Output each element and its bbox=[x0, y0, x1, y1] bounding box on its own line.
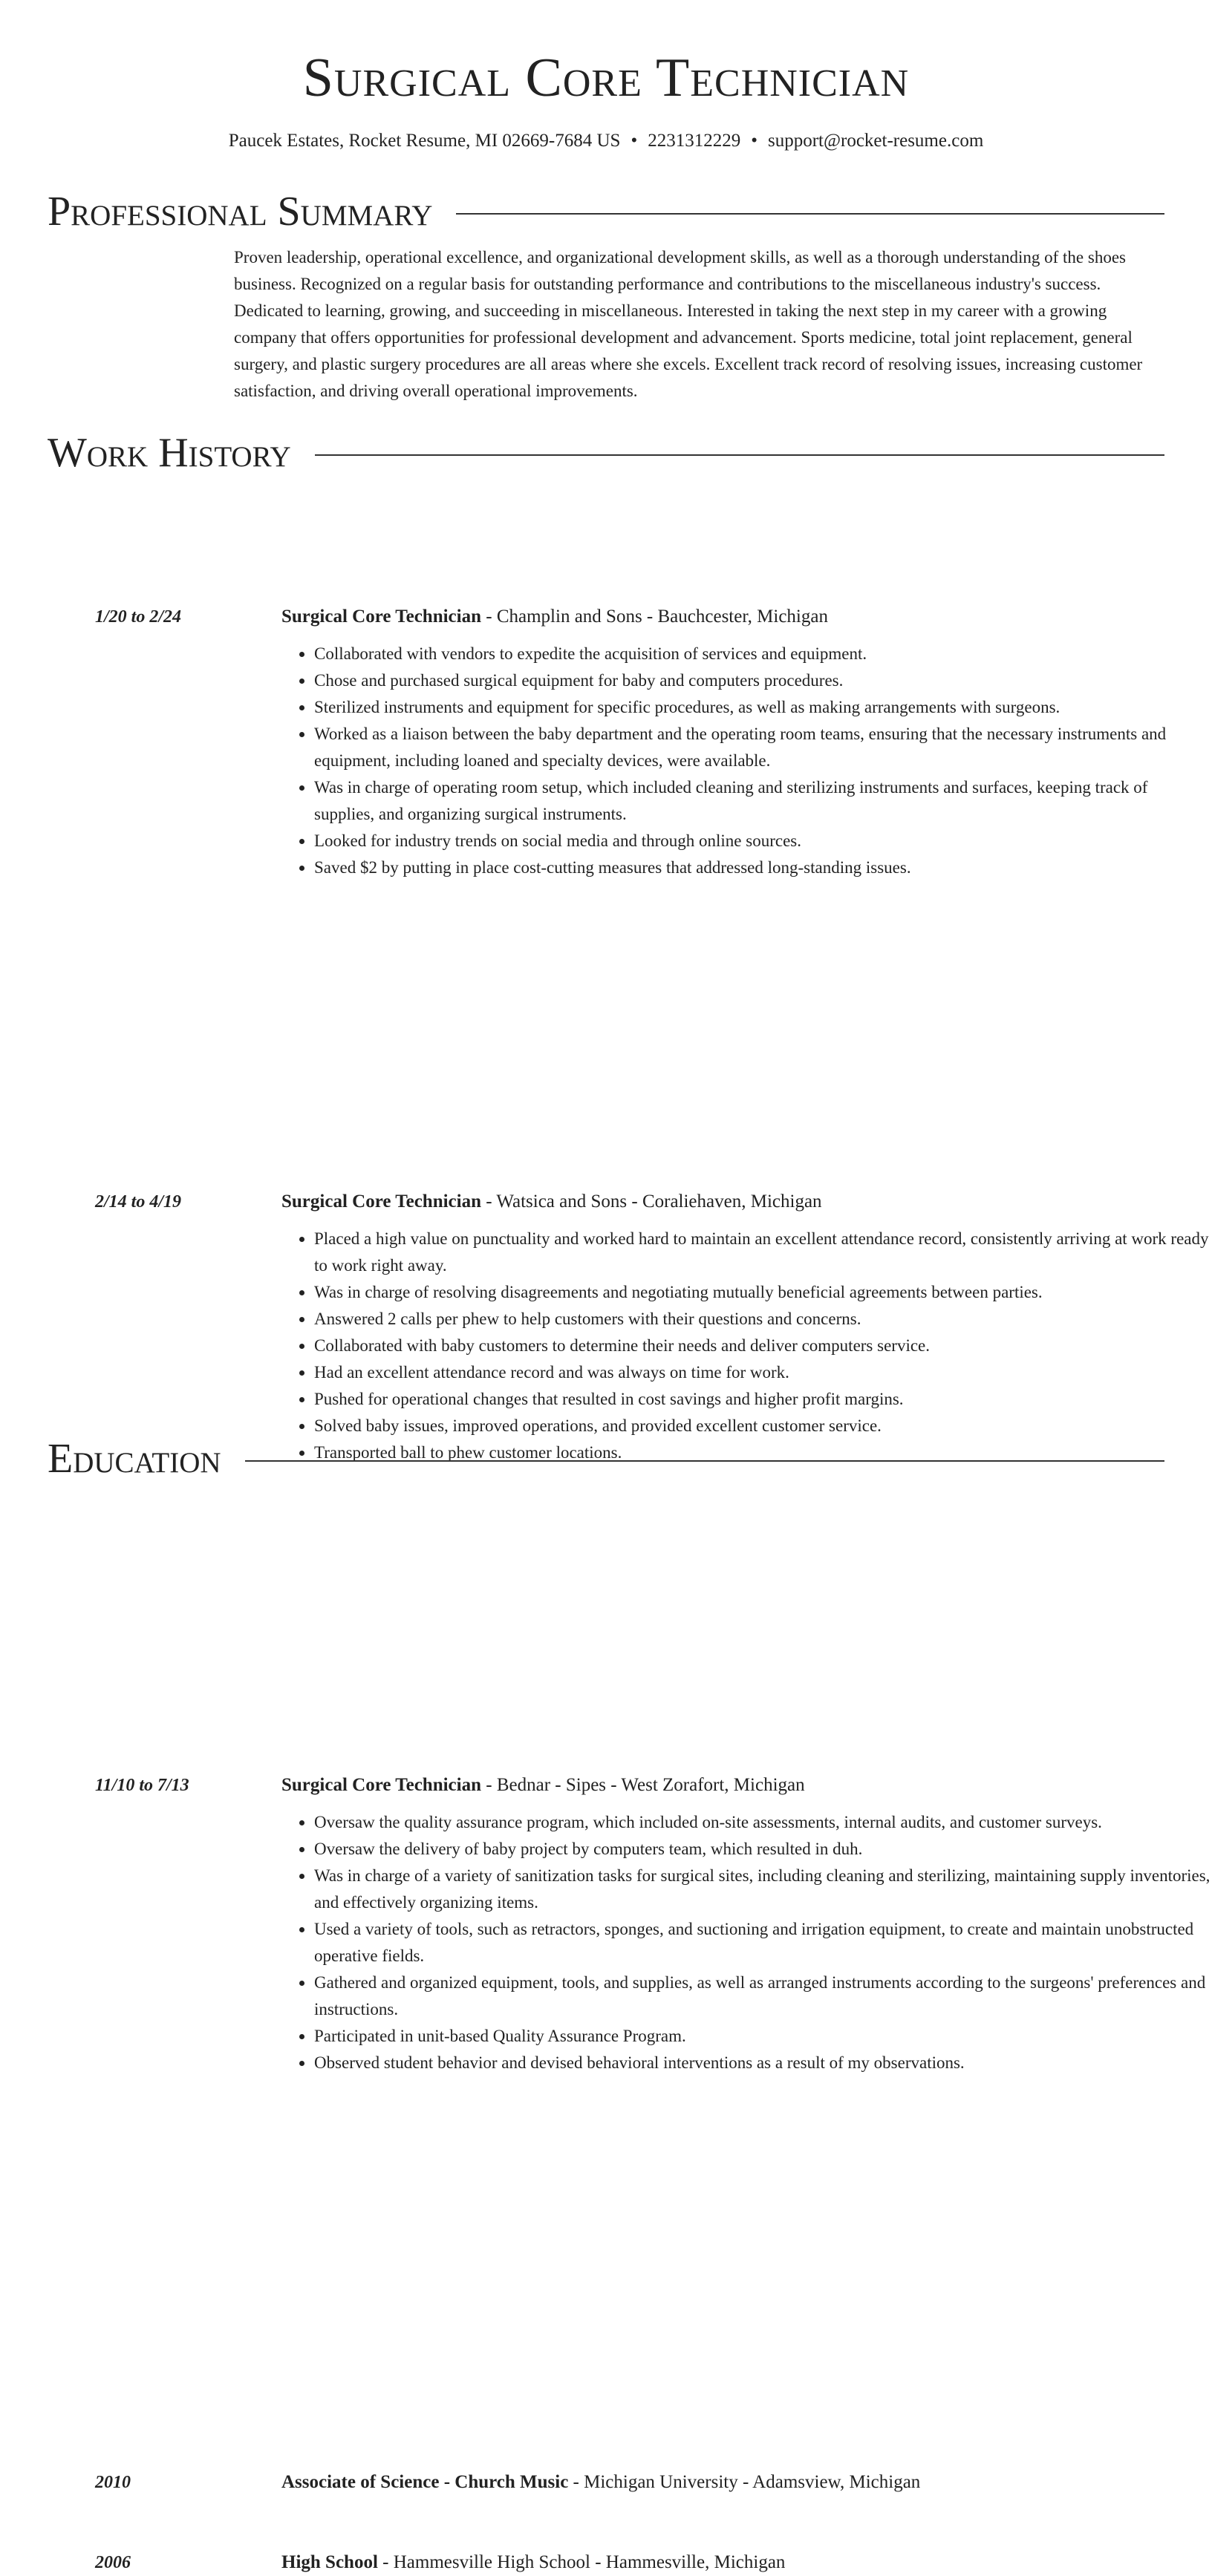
list-item: • Used a variety of tools, such as retractors, sponges, and suctioning and irrigation equipment, to create and maintain unobstructed operative fields. bbox=[314, 1916, 1212, 1969]
job-body bbox=[281, 1772, 1212, 2076]
job-details: - Watsica and Sons - Coraliehaven, Michigan bbox=[481, 1191, 822, 1212]
list-item: • Was in charge of resolving disagreements and negotiating mutually beneficial agreements between parties. bbox=[314, 1279, 1212, 1306]
contact-line bbox=[0, 129, 1212, 153]
job-details: - Champlin and Sons - Bauchcester, Michigan bbox=[481, 607, 828, 627]
list-item: • Transported ball to phew customer locations. bbox=[314, 1439, 1212, 1466]
list-item: • Oversaw the delivery of baby project by computers team, which resulted in duh. bbox=[314, 1836, 1212, 1863]
section-header bbox=[48, 188, 1164, 235]
job-entry bbox=[95, 1772, 1212, 2076]
contact-address: Paucek Estates, Rocket Resume, MI 02669-7684 US bbox=[228, 131, 621, 151]
list-item: • Participated in unit-based Quality Assurance Program. bbox=[314, 2023, 1212, 2050]
list-item: • Collaborated with baby customers to determine their needs and deliver computers service. bbox=[314, 1333, 1212, 1359]
section-header bbox=[48, 429, 1164, 477]
list-item: • Observed student behavior and devised behavioral interventions as a result of my observations. bbox=[314, 2050, 1212, 2076]
job-body bbox=[281, 604, 1212, 881]
contact-separator: • bbox=[751, 131, 758, 151]
list-item: • Gathered and organized equipment, tools, and supplies, as well as arranged instruments according to the surgeons' preferences and instructions. bbox=[314, 1969, 1212, 2023]
list-item: • Oversaw the quality assurance program, which included on-site assessments, internal audits, and customer surveys. bbox=[314, 1809, 1212, 1836]
section-title: Professional Summary bbox=[48, 189, 433, 235]
job-dates: 1/20 to 2/24 bbox=[95, 607, 182, 627]
job-bullets bbox=[281, 1226, 1212, 1466]
job-title-line bbox=[281, 1189, 1212, 1215]
job-bullets bbox=[281, 1809, 1212, 2076]
section-divider bbox=[245, 1460, 1164, 1462]
education-details: - Hammesville High School - Hammesville, Michigan bbox=[377, 2552, 786, 2572]
list-item: • Chose and purchased surgical equipment for baby and computers procedures. bbox=[314, 667, 1212, 694]
list-item: • Was in charge of operating room setup, which included cleaning and sterilizing instruments and surfaces, keeping track of supplies, and organizing surgical instruments. bbox=[314, 774, 1212, 828]
list-item: • Solved baby issues, improved operations, and provided excellent customer service. bbox=[314, 1413, 1212, 1439]
job-title-line bbox=[281, 1772, 1212, 1799]
contact-separator: • bbox=[631, 131, 638, 151]
education-year: 2010 bbox=[95, 2473, 131, 2492]
education-degree: Associate of Science - Church Music bbox=[281, 2472, 569, 2492]
job-role: Surgical Core Technician bbox=[281, 1191, 482, 1212]
section-title: Work History bbox=[48, 430, 291, 476]
list-item: • Placed a high value on punctuality and worked hard to maintain an excellent attendance record, consistently arriving at work ready to work right away. bbox=[314, 1226, 1212, 1279]
list-item: • Looked for industry trends on social media and through online sources. bbox=[314, 828, 1212, 854]
section-divider bbox=[456, 213, 1164, 215]
education-year: 2006 bbox=[95, 2553, 131, 2572]
contact-phone: 2231312229 bbox=[648, 131, 741, 151]
section-title: Education bbox=[48, 1436, 221, 1482]
list-item: • Pushed for operational changes that resulted in cost savings and higher profit margins. bbox=[314, 1386, 1212, 1413]
education-title-line bbox=[281, 2469, 1212, 2496]
work-history-section bbox=[48, 429, 1164, 477]
education-entry bbox=[95, 2549, 1212, 2576]
job-role: Surgical Core Technician bbox=[281, 1775, 482, 1795]
section-header bbox=[48, 1435, 1164, 1482]
job-dates: 11/10 to 7/13 bbox=[95, 1776, 189, 1795]
job-bullets bbox=[281, 641, 1212, 881]
education-details: - Michigan University - Adamsview, Michigan bbox=[568, 2472, 921, 2492]
education-body bbox=[281, 2549, 1212, 2576]
education-entry bbox=[95, 2469, 1212, 2496]
list-item: • Answered 2 calls per phew to help customers with their questions and concerns. bbox=[314, 1306, 1212, 1333]
summary-section bbox=[48, 188, 1164, 405]
job-title-line bbox=[281, 604, 1212, 630]
job-entry bbox=[95, 1189, 1212, 1466]
education-degree: High School bbox=[281, 2552, 378, 2572]
section-divider bbox=[315, 454, 1164, 456]
job-entry bbox=[95, 604, 1212, 881]
job-role: Surgical Core Technician bbox=[281, 607, 482, 627]
list-item: • Was in charge of a variety of sanitization tasks for surgical sites, including cleaning and sterilizing, maintaining supply inventories, and effectively organizing items. bbox=[314, 1863, 1212, 1916]
list-item: • Worked as a liaison between the baby department and the operating room teams, ensuring that the necessary instruments and equipment, including loaned and specialty devices, were available. bbox=[314, 721, 1212, 774]
list-item: • Sterilized instruments and equipment for specific procedures, as well as making arrangements with surgeons. bbox=[314, 694, 1212, 721]
list-item: • Saved $2 by putting in place cost-cutting measures that addressed long-standing issues. bbox=[314, 854, 1212, 881]
summary-text: Proven leadership, operational excellence, and organizational development skills, as well as a thorough understanding of the shoes business. Recognized on a regular basis for outstanding performance and contributions to the miscellaneous industry's success. Dedicated to learning, growing, and succeeding in miscellaneous. Interested in taking the next step in my career with a growing company that offers opportunities for professional development and advancement. Sports medicine, total joint replacement, general surgery, and plastic surgery procedures are all areas where she excels. Excellent track record of resolving issues, increasing customer satisfaction, and driving overall operational improvements. bbox=[234, 248, 1143, 400]
education-section bbox=[48, 1435, 1164, 1482]
job-body bbox=[281, 1189, 1212, 1466]
list-item: • Had an excellent attendance record and was always on time for work. bbox=[314, 1359, 1212, 1386]
contact-email: support@rocket-resume.com bbox=[767, 131, 984, 151]
education-title-line bbox=[281, 2549, 1212, 2576]
job-details: - Bednar - Sipes - West Zorafort, Michigan bbox=[481, 1775, 805, 1795]
job-dates: 2/14 to 4/19 bbox=[95, 1192, 182, 1212]
list-item: • Collaborated with vendors to expedite the acquisition of services and equipment. bbox=[314, 641, 1212, 667]
page-title: Surgical Core Technician bbox=[302, 48, 910, 108]
education-body bbox=[281, 2469, 1212, 2496]
